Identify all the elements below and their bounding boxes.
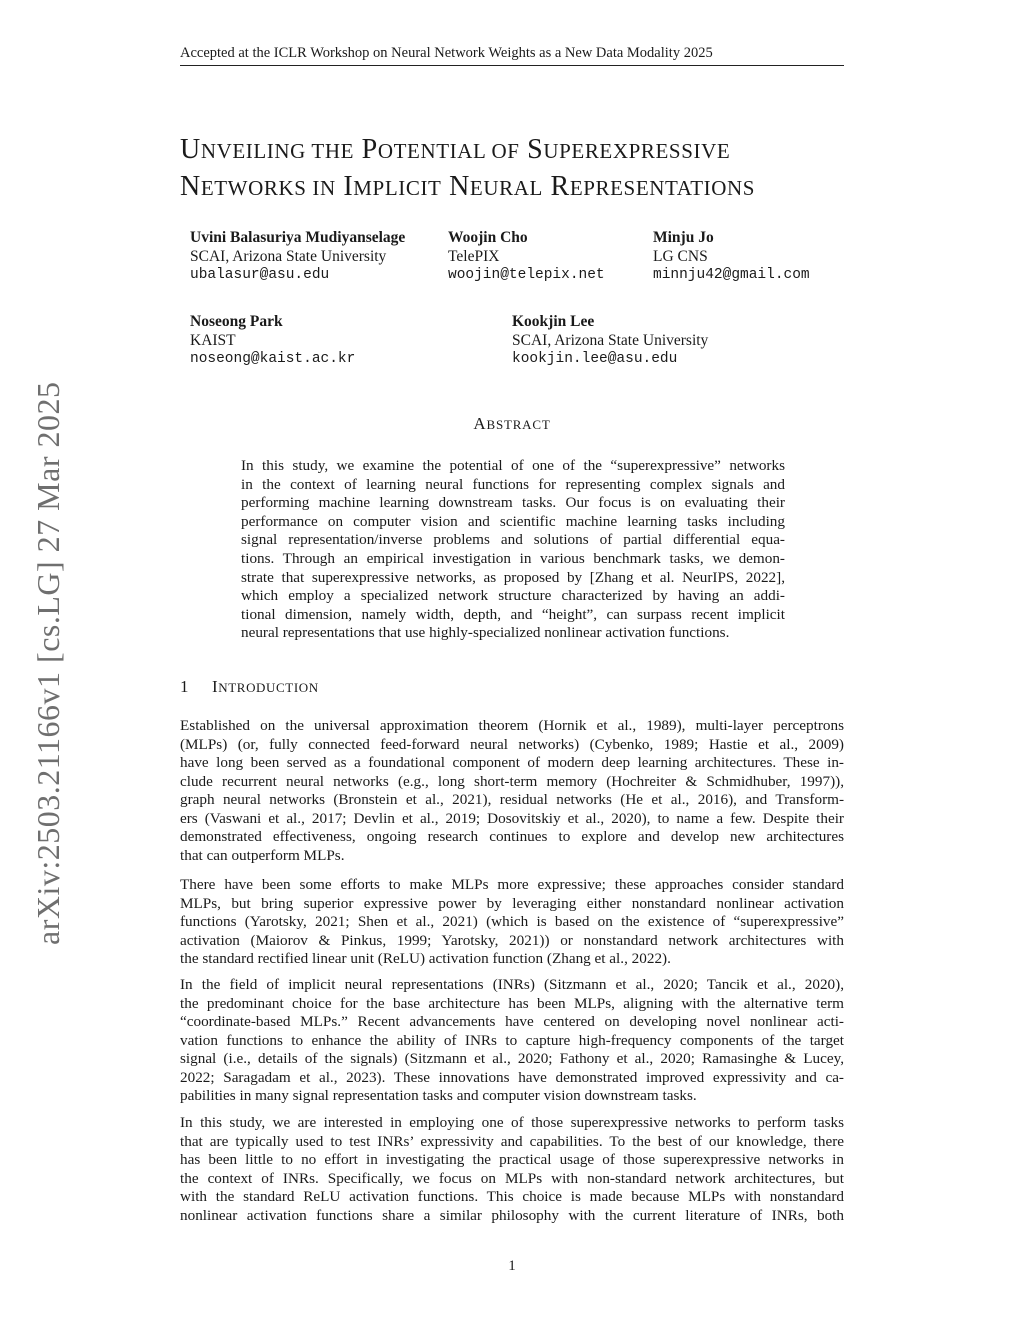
author-name: Woojin Cho [448, 229, 528, 246]
author-name: Uvini Balasuriya Mudiyanselage [190, 229, 406, 246]
text-line: the context of INRs. Specifically, we focus on MLPs with non-standard network architectures, but [180, 1169, 844, 1187]
author-name: Minju Jo [653, 229, 714, 246]
section-number: 1 [180, 677, 189, 696]
author-block [653, 228, 810, 285]
paragraph [180, 717, 844, 865]
title-word: POTENTIAL OF [361, 134, 520, 165]
paragraph [180, 1114, 844, 1225]
title-word: UNVEILING THE [180, 134, 355, 165]
text-line: MLPs, but bring superior expressive power by leveraging either nonstandard nonlinear activation [180, 894, 844, 912]
author-affiliation: KAIST [190, 332, 236, 349]
author-affiliation: SCAI, Arizona State University [512, 332, 709, 349]
abstract-body [241, 457, 785, 643]
author-email[interactable]: ubalasur@asu.edu [190, 267, 330, 283]
author-affiliation: SCAI, Arizona State University [190, 248, 387, 265]
abstract-line: which employ a specialized network structure characterized by having an addi- [241, 587, 785, 605]
page-number: 1 [508, 1258, 516, 1274]
text-line: “coordinate-based MLPs.” Recent advancements have centered on developing novel nonlinear acti- [180, 1013, 844, 1030]
author-affiliation: LG CNS [653, 248, 708, 265]
text-line: 2022; Saragadam et al., 2023). These innovations have demonstrated improved expressivity and ca- [180, 1068, 844, 1086]
text-line: the predominant choice for the base architecture has been MLPs, aligning with the alternative term [180, 994, 844, 1012]
author-block [512, 312, 708, 369]
abstract-line: performance on computer vision and scientific machine learning tasks including [241, 512, 785, 530]
text-line: pabilities in many signal representation tasks and computer vision downstream tasks. [180, 1087, 697, 1104]
text-line: clude recurrent neural networks (e.g., long short-term memory (Hochreiter & Schmidhuber, 1997)), [180, 772, 844, 790]
paragraph [180, 876, 844, 969]
text-line: In this study, we are interested in employing one of those superexpressive networks to perform tasks [180, 1114, 844, 1131]
section-title: INTRODUCTION [212, 677, 319, 696]
author-block [190, 228, 405, 285]
title-word: NETWORKS IN [180, 171, 336, 202]
abstract-line: in the context of learning neural functions for representing complex signals and [241, 475, 785, 493]
author-block [190, 312, 355, 369]
author-affiliation: TelePIX [448, 248, 500, 265]
abstract-line: neural representations that use highly-specialized nonlinear activation functions. [241, 624, 730, 642]
author-email[interactable]: noseong@kaist.ac.kr [190, 351, 356, 367]
text-line: activation (Maiorov & Pinkus, 1999; Yarotsky, 2021)) or nonstandard network architectures with [180, 931, 844, 949]
abstract-line: signal representation/inverse problems and solutions of partial differential equa- [241, 531, 785, 549]
text-line: vation functions to enhance the ability of INRs to capture high-frequency components of the target [180, 1031, 844, 1049]
text-line: Established on the universal approximation theorem (Hornik et al., 1989), multi-layer perceptrons [180, 717, 844, 734]
text-line: the standard rectified linear unit (ReLU) activation function (Zhang et al., 2022). [180, 950, 671, 967]
title-word: REPRESENTATIONS [550, 171, 756, 202]
abstract-line: In this study, we examine the potential of one of the “superexpressive” networks [241, 457, 785, 474]
abstract-line: performing machine learning downstream tasks. Our focus is on evaluating their [241, 494, 785, 512]
author-email[interactable]: kookjin.lee@asu.edu [512, 351, 678, 367]
text-line: ers (Vaswani et al., 2017; Devlin et al., 2019; Dosovitskiy et al., 2020), to name a few. Despite their [180, 809, 844, 827]
text-line: functions (Yarotsky, 2021; Shen et al., 2021) (which is based on the existence of “superexpressive” [180, 913, 844, 930]
author-name: Kookjin Lee [512, 313, 595, 330]
paper-title [180, 132, 880, 206]
arxiv-identifier-stamp: arXiv:2503.21166v1 [cs.LG] 27 Mar 2025 [30, 381, 66, 945]
abstract-line: tional dimension, namely width, depth, and “height”, can surpass recent implicit [241, 605, 785, 623]
title-line-2 [180, 169, 880, 206]
title-word: IMPLICIT [343, 171, 442, 202]
text-line: In the field of implicit neural representations (INRs) (Sitzmann et al., 2020; Tancik et al., 2020), [180, 976, 844, 993]
text-line: signal (i.e., details of the signals) (Sitzmann et al., 2020; Fathony et al., 2020; Ramasinghe & Lucey, [180, 1050, 844, 1067]
title-word: SUPEREXPRESSIVE [527, 134, 731, 165]
text-line: demonstrated effectiveness, ongoing research continues to explore and develop new architectures [180, 828, 844, 845]
text-line: (MLPs) (or, fully connected feed-forward neural networks) (Cybenko, 1989; Hastie et al., 2009) [180, 735, 844, 753]
text-line: graph neural networks (Bronstein et al., 2021), residual networks (He et al., 2016), and Transform- [180, 791, 844, 808]
author-email[interactable]: woojin@telepix.net [448, 267, 605, 283]
title-word: NEURAL [449, 171, 543, 202]
text-line: nonlinear activation functions share a similar philosophy with the current literature of INRs, both [180, 1206, 844, 1224]
abstract-line: strate that superexpressive networks, as proposed by [Zhang et al. NeurIPS, 2022], [241, 568, 785, 586]
author-email[interactable]: minnju42@gmail.com [653, 267, 810, 283]
author-block [448, 228, 605, 285]
running-head: Accepted at the ICLR Workshop on Neural Network Weights as a New Data Modality 2025 [180, 45, 713, 61]
text-line: There have been some efforts to make MLPs more expressive; these approaches consider standard [180, 876, 844, 893]
text-line: that are typically used to test INRs’ expressivity and capabilities. To the best of our knowledge, there [180, 1132, 844, 1150]
paragraph [180, 976, 844, 1106]
author-name: Noseong Park [190, 313, 283, 330]
header-rule [180, 65, 844, 66]
title-line-1 [180, 132, 880, 169]
text-line: has been little to no effort in investigating the practical usage of those superexpressive networks in [180, 1151, 844, 1168]
text-line: that can outperform MLPs. [180, 846, 345, 864]
abstract-line: tions. Through an empirical investigation in various benchmark tasks, we demon- [241, 549, 785, 567]
text-line: have long been served as a foundational component of modern deep learning architectures. These in- [180, 754, 844, 771]
text-line: with the standard ReLU activation functions. This choice is made because MLPs with nonstandard [180, 1188, 844, 1205]
abstract-heading: ABSTRACT [473, 414, 551, 433]
